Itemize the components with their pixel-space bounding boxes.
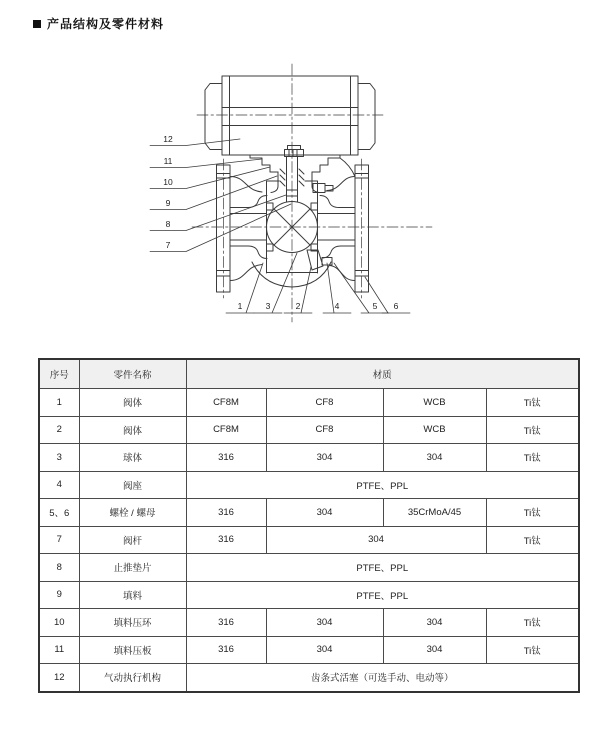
material-cell: 304	[383, 444, 486, 472]
material-cell: CF8M	[186, 389, 266, 417]
header-no: 序号	[39, 359, 79, 389]
material-cell: Ti钛	[486, 636, 579, 664]
row-no-cell: 2	[39, 416, 79, 444]
actuator-cylinder	[205, 76, 375, 155]
material-cell: 304	[383, 609, 486, 637]
row-no-cell: 5、6	[39, 499, 79, 527]
table-row	[39, 444, 579, 472]
table-row	[39, 499, 579, 527]
material-cell: 316	[186, 499, 266, 527]
row-no-cell: 8	[39, 554, 79, 582]
callout-8: 8	[165, 219, 171, 229]
part-name-cell: 填料压环	[79, 609, 186, 637]
table-header-row	[39, 359, 579, 389]
callout-7: 7	[165, 240, 171, 250]
callout-5: 5	[372, 301, 378, 311]
part-name-cell: 阀体	[79, 416, 186, 444]
part-name-cell: 阀杆	[79, 526, 186, 554]
part-name-cell: 填料	[79, 581, 186, 609]
material-cell: 316	[186, 609, 266, 637]
material-cell: Ti钛	[486, 444, 579, 472]
table-row	[39, 526, 579, 554]
callout-9: 9	[165, 198, 171, 208]
material-cell: Ti钛	[486, 499, 579, 527]
material-cell: Ti钛	[486, 389, 579, 417]
header-material: 材质	[186, 359, 579, 389]
section-title-text: 产品结构及零件材料	[47, 17, 165, 31]
material-cell: WCB	[383, 389, 486, 417]
valve-drawing	[0, 0, 613, 348]
table-row	[39, 416, 579, 444]
callout-11: 11	[163, 156, 173, 166]
table-row	[39, 609, 579, 637]
material-cell: Ti钛	[486, 609, 579, 637]
material-cell: 304	[383, 636, 486, 664]
table-row	[39, 664, 579, 692]
callout-3: 3	[265, 301, 271, 311]
callout-4: 4	[334, 301, 340, 311]
part-name-cell: 阀体	[79, 389, 186, 417]
leader-lines	[150, 139, 410, 313]
part-name-cell: 气动执行机构	[79, 664, 186, 692]
callout-6: 6	[393, 301, 399, 311]
material-cell: 304	[266, 526, 486, 554]
material-cell: CF8	[266, 416, 383, 444]
callout-12: 12	[163, 134, 173, 144]
table-row	[39, 471, 579, 499]
parts-material-table	[38, 358, 580, 693]
material-cell: Ti钛	[486, 416, 579, 444]
row-no-cell: 1	[39, 389, 79, 417]
row-no-cell: 4	[39, 471, 79, 499]
material-cell: CF8	[266, 389, 383, 417]
material-cell: 316	[186, 526, 266, 554]
material-cell: PTFE、PPL	[186, 581, 579, 609]
table-row	[39, 581, 579, 609]
row-no-cell: 11	[39, 636, 79, 664]
material-cell: CF8M	[186, 416, 266, 444]
header-name: 零件名称	[79, 359, 186, 389]
center-lines	[192, 64, 432, 322]
callout-2: 2	[295, 301, 301, 311]
table-row	[39, 389, 579, 417]
row-no-cell: 3	[39, 444, 79, 472]
material-cell: 齿条式活塞（可选手动、电动等）	[186, 664, 579, 692]
row-no-cell: 12	[39, 664, 79, 692]
table-row	[39, 554, 579, 582]
part-name-cell: 填料压板	[79, 636, 186, 664]
part-name-cell: 球体	[79, 444, 186, 472]
row-no-cell: 10	[39, 609, 79, 637]
callout-1: 1	[237, 301, 243, 311]
part-name-cell: 螺栓 / 螺母	[79, 499, 186, 527]
material-cell: Ti钛	[486, 526, 579, 554]
material-cell: 304	[266, 636, 383, 664]
row-no-cell: 9	[39, 581, 79, 609]
material-cell: PTFE、PPL	[186, 554, 579, 582]
table-row	[39, 636, 579, 664]
material-cell: 304	[266, 444, 383, 472]
callout-10: 10	[163, 177, 173, 187]
part-name-cell: 止推垫片	[79, 554, 186, 582]
material-cell: WCB	[383, 416, 486, 444]
callout-labels	[163, 134, 398, 311]
row-no-cell: 7	[39, 526, 79, 554]
gland-bracket	[222, 146, 358, 193]
material-cell: 316	[186, 636, 266, 664]
material-cell: 304	[266, 499, 383, 527]
valve-body	[217, 158, 369, 292]
material-cell: 35CrMoA/45	[383, 499, 486, 527]
material-cell: 316	[186, 444, 266, 472]
part-name-cell: 阀座	[79, 471, 186, 499]
material-cell: PTFE、PPL	[186, 471, 579, 499]
material-cell: 304	[266, 609, 383, 637]
